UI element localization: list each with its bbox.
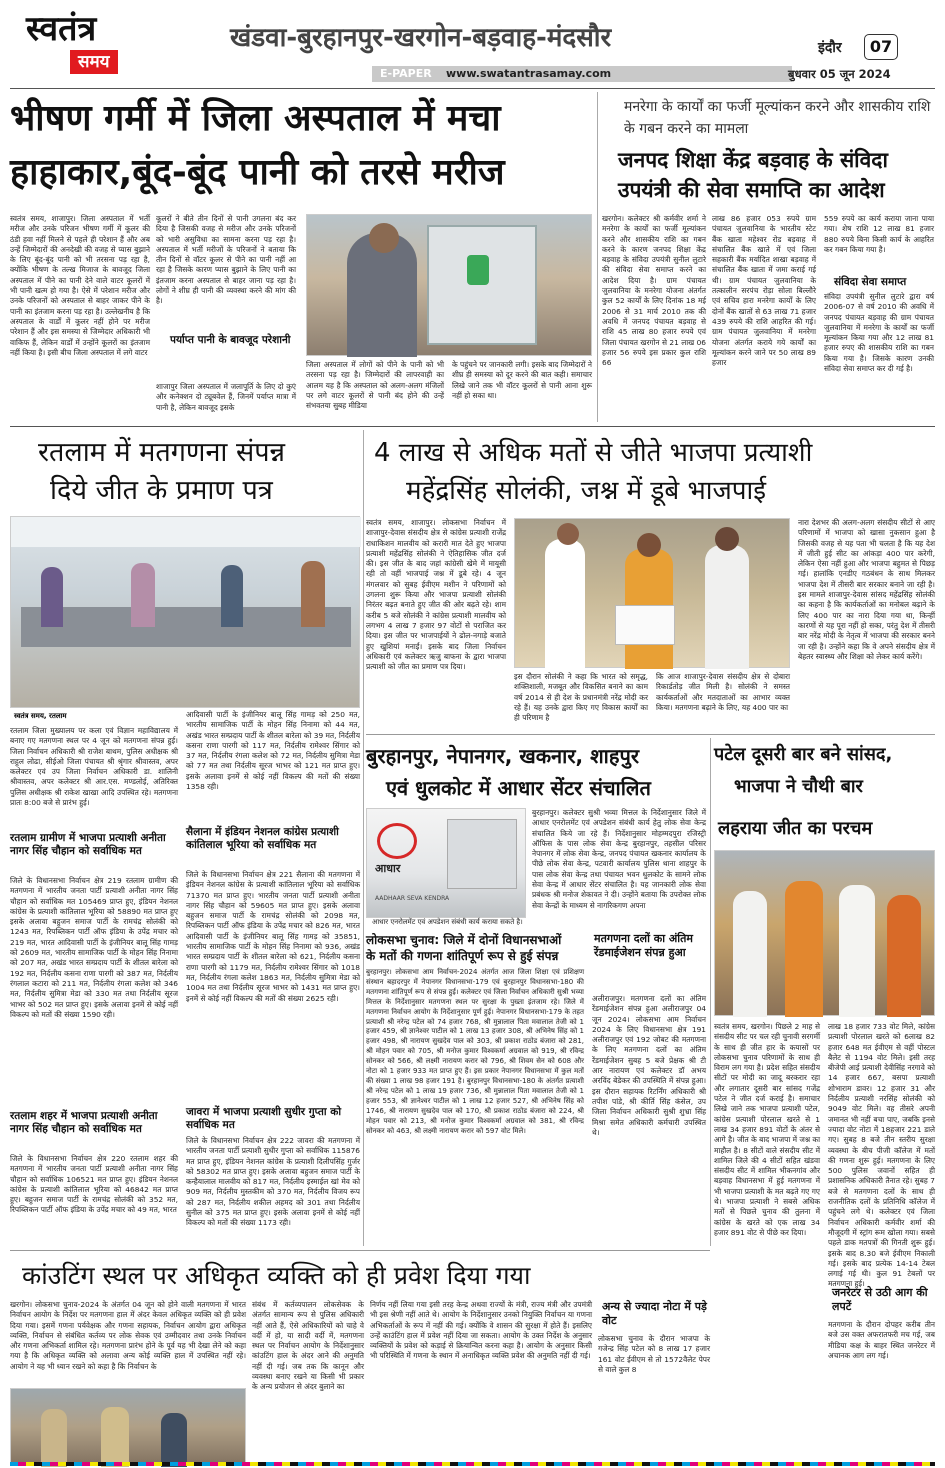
story-hospital-col2b: शाजापुर जिला अस्पताल में जलापूर्ति के लिए दो कुएं और कनेक्शन दो ट्यूबवेल हैं, जिनमें पर्याप्त मात्रा में पानी है, लेकिन बावजूद इसके [156,382,296,412]
registration-strip [10,1462,935,1466]
story-hospital-col1: स्वतंत्र समय, शाजापुर। जिला अस्पताल में भर्ती मरीज और उनके परिजन भीषण गर्मी में कूलर की ठंडी हवा नहीं मिलने से पहले ही परेशान हैं और अब उन्हें जिम्मेदारों की अनदेखी की वजह से प्यास बुझाने के लिए बूंद-बूंद पानी को भी तरसना पड़ रहा है, क्योंकि भीषण के तल्ख मिजाज के बावजूद जिला अस्पताल में पीने का पानी देने वाले वाटर कूलरों में भी पानी खत्म हो गया है। ऐसे में परेशान मरीज और उनके परिजनों को अस्पताल से बाहर जाकर पीने के पानी का इंतजाम करना पड़ रहा है। उल्लेखनीय है कि अस्पताल के वार्डों में कूलर नहीं होने पर मरीज परेशान हैं और इस समस्या से जिम्मेदार अधिकारी भी वाकिफ हैं, लेकिन वार्डों में उन्होंने कूलरों का इंतजाम नहीं किया है। इसी बीच जिला अस्पताल में लगे वाटर [10,214,150,357]
photo-caption-aadhaar-visible: आधार एनरोलमेंट एवं अपडेशन संबंधी कार्य कराया सकते है। [372,918,523,926]
aadhaar-board-text: AADHAAR SEVA KENDRA [375,895,450,902]
epaper-label: E-PAPER [380,67,432,80]
column-divider [363,430,364,1246]
headline-mgnrega-2: उपयंत्री की सेवा समाप्ति का आदेश [618,178,885,202]
story-solanki [366,430,935,730]
story-ratlam-col1b: जिले के विधानसभा निर्वाचन क्षेत्र 219 रतलाम ग्रामीण की मतगणना में भारतीय जनता पार्टी प्रत्याशी अनीता नागर सिंह चौहान को सर्वाधिक मत 105469 प्राप्त हुए, इंडियन नेशनल कांग्रेस के प्रत्याशी कांतिलाल भूरिया को 58890 मत प्राप्त हुए इसके अलावा बहुजन समाज पार्टी के रामचंद्र सोलंकी को 1243 मत, रिपब्लिकन पार्टी ऑफ इंडिया के उपेंद्र मचार को 219 मत, भारत आदिवासी पार्टी के इंजीनियर बालू सिंह गामड़ को 2609 मत, भारतीय सामाजिक पार्टी के मोहन सिंह निनामा को 207 मत, अखंड भारत सम्प्रदाय पार्टी के शीतल बारेला को 192 मत, निर्दलीय कसना राणा पारगी को 387 मत, निर्दलीय रंगलाल कटारा को 211 मत, निर्दलीय रंगला कलेश को 346 मत, निर्दलीय सुमित्रा मेडा को 330 मत तथा निर्दलीय सूरज भाभर को 502 मत प्राप्त हुए। इसके अलावा इनमें से कोई नहीं विकल्प को मतों की संख्या 1590 रही। [10,876,178,1019]
photo-caption-hospital: जिला अस्पताल में लोगों को पीने के पानी को भी तरसना पड़ रहा है। जिम्मेदारों की लापरवाही का आलम यह है कि अस्पताल को अलग-अलग मंजिलों पर लगे वाटर कूलरों से पानी बंद होने की उन्हें संभवतया सुबह मीडिया [306,360,444,411]
headline-burhanpur-2: के मतों की गणना शांतिपूर्ण रूप से हुई संपन्न [366,949,559,963]
logo-line2: समय [70,50,118,74]
story-ratlam-col1: रतलाम जिला मुख्यालय पर कला एवं विज्ञान महाविद्यालय में बनाए गए मतगणना स्थल पर 4 जून को मतगणना संपन्न हुई। जिला निर्वाचन अधिकारी श्री राजेश बाथम, पुलिस अधीक्षक श्री राहुल लोढा, सीईओ जिला पंचायत श्री श्रृंगार श्रीवास्तव, अपर कलेक्टर एवं उप जिला निर्वाचन अधिकारी डा. शालिनी श्रीवास्तव, अपर कलेक्टर श्री आर.एस. मण्डलोई, अतिरिक्त पुलिस अधीक्षक श्री राकेश खाखा आदि उपस्थित रहे। मतगणना प्रातः 8:00 बजे से प्रारंभ हुई। [10,726,178,808]
issue-date: बुधवार 05 जून 2024 [788,67,891,81]
subhead-sailana: सैलाना में इंडियन नेशनल कांग्रेस प्रत्याशी कांतिलाल भूरिया को सर्वाधिक मत [186,826,339,851]
story-mgnrega-col1: खरगोन। कलेक्टर श्री कर्मवीर शर्मा ने मनरेगा के कार्यों का फर्जी मूल्यांकन करने और शासकीय राशि का गबन करने के कारण जनपद शिक्षा केंद्र बड़वाह के संविदा उपयंत्री सुनील लुटारे की संविदा सेवा समाप्त करने का आदेश दिया है। ग्राम पंचायत जुलवानिया के मनरेगा योजना अंतर्गत कुल 52 कार्यों के लिए दिनांक 18 मई 2006 से 31 मार्च 2010 तक की अवधि में जनपद पंचायत बड़वाह से राशि 45 लाख 80 हजार रुपये एवं जिला पंचायत खरगोन से 21 लाख 06 हजार 56 रुपये इस प्रकार कुल राशि 66 [602,214,706,368]
photo-aadhaar-center [366,808,526,918]
story-counting-entry [10,1254,710,1466]
subhead-nota: अन्य से ज्यादा नोटा में पड़े वोट [602,1300,707,1327]
story-patel [714,738,935,1368]
story-counting-col2: संबंध में कर्तव्यपालन लोकसेवक के अंतर्गत सामान्य रूप से पुलिस अधिकारी नहीं आते हैं, ऐसे अधिकारियों को चाहे वे वर्दी में हो, या सादी वर्दी में, मतगणना स्थल पर निर्वाचन आयोग के निर्देशानुसार कांउटिंग हाल के अंदर आने की अनुमति नहीं दी गई। जब तक कि कानून और व्यवस्था बनाए रखने या किसी भी प्रकार के अन्य प्रयोजन से अंदर बुलाने का [252,1300,364,1392]
headline-aadhaar-2: एवं धुलकोट में आधार सेंटर संचालित [386,776,651,800]
story-hospital [10,92,592,422]
headline-hospital-2: हाहाकार,बूंद-बूंद पानी को तरसे मरीज [10,152,505,193]
aadhaar-logo-text: आधार [375,862,401,875]
photo-police-guard [10,1388,246,1466]
headline-ratlam-2: दिये जीत के प्रमाण पत्र [50,475,273,506]
subhead-ratlam-city: रतलाम शहर में भाजपा प्रत्याशी अनीता नागर सिंह चौहान को सर्वाधिक मत [10,1110,158,1135]
story-aadhaar-col: बुरहानपुर। कलेक्टर सुश्री भव्या मित्तल के निर्देशानुसार जिले में आधार एनरोलमेंट एवं अपडेशन संबंधी कार्य हेतु लोक सेवा केन्द्र संचालित किये जा रहे हैं। निर्देशानुसार मोहम्मदपुरा रजिस्ट्री ऑफिस के पास लोक सेवा केन्द्र बुरहानपुर, तहसील परिसर नेपानगर में लोक सेवा केन्द्र, जनपद पंचायत खकनार कार्यालय के पीछे लोक सेवा केन्द्र, पटवारी कार्यालय पुलिस थाना शाहपुर के पास लोक सेवा केन्द्र तथा पंचायत भवन धुलकोट के सामने लोक सेवा केन्द्र में आधार सेंटर संचालित है। यह जानकारी लोक सेवा प्रबंधक श्री मनोज शेकावत ने दी। उन्होंने बताया कि उपरोक्त लोक सेवा केन्द्रों के माध्यम से नागरिकगण अपना [532,808,706,910]
page-number: 07 [864,34,898,60]
headline-hospital-1: भीषण गर्मी में जिला अस्पताल में मचा [10,98,501,139]
story-aadhaar [366,738,706,918]
kicker-mgnrega: मनरेगा के कार्यों का फर्जी मूल्यांकन करने और शासकीय राशि के गबन करने का मामला [624,99,931,137]
headline-ratlam-1: रतलाम में मतगणना संपन्न [38,437,285,468]
story-ratlam-col2c: जिले के विधानसभा निर्वाचन क्षेत्र 222 जावरा की मतगणना में भारतीय जनता पार्टी प्रत्याशी सुधीर गुप्ता को सर्वाधिक 115876 मत प्राप्त हुए, इंडियन नेशनल कांग्रेस के प्रत्याशी दिलीपसिंह गुर्जर को 58302 मत प्राप्त हुए। इसके अलावा बहुजन समाज पार्टी के कन्हैयालाल मालवीय को 817 मत, निर्दलीय इस्माईल खां मेव को 909 मत, निर्दलीय मुस्तकीम को 370 मत, निर्दलीय विजय रूप को 287 मत, निर्दलीय शकील अहमद को 301 तथा निर्दलीय सुनील को 375 मत प्राप्त हुए। इसके अलावा इनमें से कोई नहीं विकल्प को मतों की संख्या 1173 रही। [186,1136,360,1228]
photo-byline-ratlam: स्वतंत्र समय, रतलाम [14,712,67,720]
column-divider [597,92,598,422]
story-patel-col2b: मतगणना के दौरान दोपहर करीब तीन बजे उस वक्त अफरातफरी मच गई, जब मीडिया कक्ष के बाहर स्थित जनरेटर में अचानक आग लग गई। [828,1320,935,1360]
photo-counting-hall [10,516,360,708]
story-ratlam-col2b: जिले के विधानसभा निर्वाचन क्षेत्र 221 सैलाना की मतगणना में इंडियन नेशनल कांग्रेस के प्रत्याशी कांतिलाल भूरिया को सर्वाधिक 71370 मत प्राप्त हुए। भारतीय जनता पार्टी प्रत्याशी अनीता नागर सिंह चौहान को 59605 मत प्राप्त हुए। इसके अलावा बहुजन समाज पार्टी के रामचंद्र सोलंकी को 2098 मत, रिपब्लिकन पार्टी ऑफ इंडिया के उपेंद्र मचार को 826 मत, भारत आदिवासी पार्टी के इंजीनियर बालू सिंह गामड़ को 35851, भारतीय सामाजिक पार्टी के मोहन सिंह निनामा को 936, अखंड भारत सम्प्रदाय पार्टी के शीतल बारेला को 621, निर्दलीय कसना राणा पारगी को 1179 मत, निर्दलीय रामेश्वर सिंगार को 1018 मत, निर्दलीय रंगला कलेश 1863 मत, निर्दलीय सुमित्रा मेडा को 1004 मत तथा निर्दलीय सूरज भाभर को 1431 मत प्राप्त हुए। इनमें से कोई नहीं विकल्प की मतों की संख्या 2625 रही। [186,870,360,1003]
section-divider [10,426,935,427]
headline-mgnrega-1: जनपद शिक्षा केंद्र बड़वाह के संविदा [618,148,888,172]
subhead-mgnrega: संविदा सेवा समाप्त [834,276,907,288]
story-ratlam-col1c: जिले के विधानसभा निर्वाचन क्षेत्र 220 रतलाम शहर की मतगणना में भारतीय जनता पार्टी प्रत्याशी अनीता नागर सिंह चौहान को सर्वाधिक 106521 मत प्राप्त हुए। इंडियन नेशनल कांग्रेस के प्रत्याशी कांतिलाल भूरिया को 46842 मत प्राप्त हुए। बहुजन समाज पार्टी के रामचंद्र सोलंकी को 352 मत, रिपब्लिकन पार्टी ऑफ इंडिया के उपेंद्र मचार को 49 मत, भारत [10,1154,178,1215]
story-randomization [592,932,706,1246]
story-counting-col3: निर्णय नहीं लिया गया इसी तरह केन्द्र अथवा राज्यों के मंत्री, राज्य मंत्री और उपमंत्री भी इस श्रेणी नहीं आते थे। आयोग के निर्देशानुसार उनको नियुक्ति निर्वाचन या गणना अभिकर्ताओं के रूप में नहीं की गई। क्योंकि वे शासन की सुरक्षा में होते हैं। इसलिए उन्हें काउंटिंग हाल में प्रवेश नहीं दिया जा सकता। आयोग के उक्त निर्देश के अनुसार व्यक्तियों के प्रवेश को कड़ाई से क्रियान्वित करना कहा है। आयोग के अनुसार किसी भी परिस्थिति में गणना के स्थान में अनाधिकृत व्यक्ति प्रवेश की अनुमति नहीं दी गई। [370,1300,592,1361]
subhead-generator-fire: जनरेटर से उठी आग की लपटें [832,1286,928,1313]
aadhaar-logo-icon [377,823,417,859]
story-counting-col1: खरगोन। लोकसभा चुनाव-2024 के अंतर्गत 04 जून को होने वाली मतगणना में भारत निर्वाचन आयोग के निर्देश पर मतगणना हाल में अंदर केवल अधिकृत व्यक्ति को ही प्रवेश दिया गया। इसमें गणना पर्यवेक्षक और गणना सहायक, निर्वाचन आयोग द्वारा अधिकृत व्यक्ति, निर्वाचन से संबंधित कर्तव्य पर लोक सेवक एवं उम्मीदवार तथा उनके निर्वाचन और गणना अभिकर्ता शामिल रहे। मतगणना प्रारंभ होने के पूर्व यह भी देखा लेने को कहा गया है कि अधिकृत व्यक्ति को अलावा अन्य कोई व्यक्ति हाल में उपस्थित नहीं रहे। आयोग ने यह भी ध्यान रखने को कहा है कि निर्वाचन के [10,1300,246,1371]
logo [26,10,131,80]
story-solanki-col1: स्वतंत्र समय, शाजापुर। लोकसभा निर्वाचन में शाजापुर-देवास संसदीय क्षेत्र से कांग्रेस प्रत्याशी राजेंद्र राधाकिशन मालवीय को करारी मात देते हुए भाजपा प्रत्याशी महेंद्रसिंह सोलंकी ने ऐतिहासिक जीत दर्ज की। इस जीत के बाद जहां कांग्रेसी खेमे में मायूसी रही तो वहीं भाजपाई जश्न में डूबे रहे। 4 जून मंगलवार को सुबह ईवीएम मशीन ने परिणामों को उगलना शुरू किया और भाजपा प्रत्याशी सोलंकी निरंतर बढ़त बनाते हुए जीत की ओर बढ़ते रहे। शाम करीब 5 बजे सोलंकी ने कांग्रेस प्रत्याशी मालवीय को लगभग 4 लाख 7 हजार 97 वोटों से पराजित कर दिया। इस जीत पर भाजपाईयों ने ढोल-नगाड़े बजाते हुए खुशियां मनाईं। इसके बाद जिला निर्वाचन अधिकारी एवं कलेक्टर ऋजु बाफना के द्वारा भाजपा प्रत्याशी को जीत का प्रमाण पत्र दिया। [366,518,506,672]
story-hospital-col2: कूलरों ने बीते तीन दिनों से पानी उगलना बंद कर दिया है जिसकी वजह से मरीज और उनके परिजनों को भारी असुविधा का सामना करना पड़ रहा है। अस्पताल में भर्ती मरीजों के परिजनों ने बताया कि तीन दिनों से वॉटर कूलर से पीने का पानी नहीं आ रहा है जिसके कारण प्यास बुझाने के लिए पानी का इंतजाम करना अस्पताल से बाहर जाना पड़ रहा है। लोगों ने शीघ्र ही पानी की व्यवस्था करने की मांग की है। [156,214,296,306]
edition-title: खंडवा-बुरहानपुर-खरगोन-बड़वाह-मंदसौर [230,23,612,53]
section-divider [366,734,935,735]
story-solanki-col4: नारा देशभर की अलग-अलग संसदीय सीटों से आए परिणामों में भाजपा को खासा नुकसान हुआ है जिसकी वजह से यह पता भी चलता है कि यह देश में जीती हुई सीट का आंकड़ा 400 पार करेगी, लेकिन ऐसा नहीं हुआ और भाजपा बहुमत से पिछड़ गई। हालांकि एनडीए गठबंधन के साथ मिलकर भाजपा देश में तीसरी बार सरकार बनाने जा रही है। इस मामले शाजापुर-देवास सांसद महेंद्रसिंह सोलंकी का कहना है कि कार्यकर्ताओं का मनोबल बढ़ाने के लिए 400 पार का नारा दिया गया था, किन्हीं कारणों से यह पूरा नहीं हो सका, परंतु देश में तीसरी बार नरेंद्र मोदी के नेतृत्व में भाजपा की सरकार बनने जा रही है। उन्होंने कहा कि वे अपने संसदीय क्षेत्र में बेहतर स्वास्थ्य और शिक्षा को लेकर कार्य करेंगे। [798,518,935,661]
logo-line1: स्वतंत्र [26,9,97,49]
story-ratlam [10,430,360,1246]
story-solanki-col3: कि आज शाजापुर-देवास संसदीय क्षेत्र से दोबारा रिकार्डतोड़ जीत मिली है। सोलंकी ने समस्त कार्यकर्ताओं और मतदाताओं का आभार व्यक्त किया। मतगणना बढ़ाने के लिए, यह 400 पार का [656,672,790,712]
photo-solanki-certificate [514,518,790,668]
headline-patel-3: लहराया जीत का परचम [718,818,873,839]
story-mgnrega [602,92,935,422]
story-ratlam-col2: आदिवासी पार्टी के इंजीनियर बालू सिंह गामड़ को 250 मत, भारतीय सामाजिक पार्टी के मोहन सिंह निनामा को 44 मत, अखंड भारत सम्प्रदाय पार्टी के शीतल बारेला को 39 मत, निर्दलीय कसना राणा पारगी को 117 मत, निर्दलीय रामेश्वर सिंगार को 37 मत, निर्दलीय रंगला कलेश को 72 मत, निर्दलीय सुमित्रा मेडा को 77 मत तथा निर्दलीय सूरज भाभर को 121 मत प्राप्त हुए। इसके अलावा इनमें से कोई नहीं विकल्प की मतों की संख्या 1358 रही। [186,710,360,792]
headline-patel-2: भाजपा ने चौथी बार [734,776,863,797]
story-mgnrega-col3b: संविदा उपयंत्री सुनील लुटारे द्वारा वर्ष 2006-07 से वर्ष 2010 की अवधि में जनपद पंचायत बड़वाह की ग्राम पंचायत जुलवानिया में मनरेगा के कार्यों का फर्जी मूल्यांकन किया गया और 12 लाख 81 हजार रुपए की शासकीय राशि का गबन किया गया है। जिसके कारण उनकी संविदा सेवा समाप्त कर दी गई है। [824,292,934,374]
story-randomization-col: अलीराजपुर। मतगणना दलों का अंतिम रेंडमाईजेशन संपन्न हुआ अलीराजपुर 04 जून 2024। लोकसभा आम निर्वाचन 2024 के लिए विधानसभा क्षेत्र 191 अलीराजपुर एवं 192 जोबट की मतगणना के लिए मतगणना दलों का अंतिम रेंडमाईजेशन सुबह 5 बजे प्रेक्षक श्री टी आर नारायण एवं कलेक्टर डॉ अभय अरविंद बेडेकर की उपस्थिति में संपन्न हुआ। इस दौरान सहायक रिटर्निंग अधिकारी श्री तपीश पांडे, श्री कीर्ति सिंह कंसेल, उप जिला निर्वाचन अधिकारी सुश्री शुभ्रा सिंह मिश्रा समेत अधिकारी कर्मचारी उपस्थित थे। [592,994,706,1137]
story-mgnrega-col2: लाख 86 हजार 053 रुपये ग्राम पंचायत जुलवानिया के भारतीय स्टेट बैंक खाता महेश्वर रोड बड़वाह में संचालित बैंक खाते में एवं जिला सहकारी बैंक मर्यादित शाखा बड़वाह में संचालित बैंक खाता में जमा कराई गई थी। ग्राम पंचायत जुलवानिया के तत्कालीन सरपंच रोड़ा सोला बिल्लौरे एवं सचिव हारा मनरेगा कार्यों के लिए दोनों बैंक खातों से 63 लाख 71 हजार 439 रुपये की राशि आहरित की गई। ग्राम पंचायत जुलवानिया में मनरेगा योजना अंतर्गत कराये गये कार्यों का मूल्यांकन करने जाने पर 50 लाख 89 हजार [712,214,816,368]
section-divider [10,1250,710,1251]
subhead-jaora: जावरा में भाजपा प्रत्याशी सुधीर गुप्ता को सर्वाधिक मत [186,1106,342,1131]
masthead-divider [10,88,935,89]
headline-burhanpur-1: लोकसभा चुनाव: जिले में दोनों विधानसभाओं [366,933,562,947]
story-patel-col1: स्वतंत्र समय, खरगोन। पिछले 2 माह से संसदीय सीट पर चल रही चुनावी सरगर्मी के साथ ही जीत हार के कयासों पर लोकसभा चुनाव परिणामों के साथ ही विराम लग गया है। प्रदेश सहित संसदीय सीटों पर मोदी का जादू बरकरार रहा और लगातार दूसरी बार सांसद गजेंद्र पटेल ने जीत दर्ज कराई है। समाचार लिखे जाने तक भाजपा प्रत्याशी पटेल, कांग्रेस प्रत्याशी पोरलाल खरते से 1 लाख 34 हजार 891 वोटों के अंतर से आगे है। जीत के बाद भाजपा में जश्न का माहौल है। 8 सीटों वाले संसदीय सीट में शामिल जिले की 4 सीटों सहित खंडवा संसदीय सीट में शामिल भीकनगांव और बड़वाह विधानसभा में हुई मतगणना में भी भाजपा प्रत्याशी के मत बढ़ते गए गए थे। भाजपा प्रत्याशी ने सबसे अधिक मतों से पिछले चुनाव की तुलना में कांग्रेस के खरते को एक लाख 34 हजार 891 वोट से पीछे कर दिया। [714,1022,821,1237]
photo-water-cooler [306,214,592,356]
story-hospital-col4: के पहुंचने पर जानकारी लगी। इसके बाद जिम्मेदारों ने शीघ्र ही समस्या को दूर करने की बात कही। समाचार लिखे जाने तक भी वॉटर कूलरों से पानी आना शुरू नहीं हो सका था। [452,360,592,400]
city-label: इंदौर [818,40,842,56]
story-mgnrega-col3: 559 रुपये का कार्य कराया जाना पाया गया। शेष राशि 12 लाख 81 हजार 880 रुपये बिना किसी कार्य के आहरित कर गबन किया गया है। [824,214,934,254]
story-counting-col4: लोकसभा चुनाव के दौरान भाजपा के गजेन्द्र सिंह पटेल को 8 लाख 17 हजार 161 वोट ईवीएम से तो 1572वैलेट पेपर से वाले कुल 8 [598,1334,710,1374]
photo-patel-celebration [714,850,935,1016]
story-burhanpur-col: बुरहानपुर। लोकसभा आम निर्वाचन-2024 अंतर्गत आज जिला शिक्षा एवं प्रशिक्षण संस्थान बहादरपुर में नेपानगर विधानसभा-179 एवं बुरहानपुर विधानसभा-180 की मतगणना शांतिपूर्ण रूप से संपन्न हुई। कलेक्टर एवं जिला निर्वाचन अधिकारी सुश्री भव्या मित्तल के निर्देशानुसार मतगणना स्थल पर सुरक्षा के पुख्ता इंतजाम रहे। जिले में मतगणना निर्वाचन आयोग के निर्देशानुसार पूर्ण हुई। नेपानगर विधानसभा-179 के तहत प्रत्याशी श्री नरेन्द्र पटेल को 74 हजार 768, श्री मुन्नालाल पिता मवालाल तेजी को 1 हजार 459, श्री ज्ञानेश्वर पाटील को 1 लाख 13 हजार 308, श्री अभिनेष सिंह को 1 हजार 498, श्री नारायण सुखदेव पाल को 303, श्री प्रकाश राठोड बंजारा को 281, श्री मोहन पवार को 705, श्री मनोज कुमार विश्वकर्मा अग्रवाल को 919, श्री रविन्द्र सोनकर को 566, श्री लक्ष्मी नारायण करार को 796, श्री शिवम सेन को 608 और नोटा को 1 हजार 933 मत प्राप्त हुए हैं। इस प्रकार नेपानगर विधानसभा में कुल मतों की संख्या 1 लाख 98 हजार 191 है। बुरहानपुर विधानसभा-180 के अंतर्गत प्रत्याशी श्री नरेन्द्र पटेल को 1 लाख 19 हजार 736, श्री मुन्नालाल पिता मवालाल तेजी को 1 हजार 553, श्री ज्ञानेश्वर पाटील को 1 लाख 12 हजार 527, श्री अभिनेष सिंह को 1746, श्री नारायण सुखदेव पाल को 170, श्री प्रकाश राठोड बंजारा को 224, श्री मोहन पवार को 213, श्री मनोज कुमार विश्वकर्मा अग्रवाल को 381, श्री रविन्द्र सोनकर को 463, श्री लक्ष्मी नारायण करार को 597 वोट मिले। [366,968,584,1135]
subhead-ratlam-rural: रतलाम ग्रामीण में भाजपा प्रत्याशी अनीता नागर सिंह चौहान को सर्वाधिक मत [10,832,166,857]
headline-solanki-2: महेंद्रसिंह सोलंकी, जश्न में डूबे भाजपाई [406,476,767,506]
subhead-hospital: पर्याप्त पानी के बावजूद परेशानी [170,334,291,346]
headline-counting-entry: कांउटिंग स्थल पर अधिकृत व्यक्ति को ही प्रवेश दिया गया [22,1261,531,1290]
website-link[interactable]: www.swatantrasamay.com [446,67,612,80]
masthead [0,0,945,86]
headline-aadhaar-1: बुरहानपुर, नेपानगर, खकनार, शाहपुर [366,744,640,768]
story-patel-col2: लाख 18 हजार 733 वोट मिले, कांग्रेस प्रत्याशी पोरलाल खरते को 6लाख 82 हजार 648 मत ईवीएम से वहीं पोस्टल बैलेट से 1194 वोट मिले। इसी तरह बीजेपी आई प्रत्याशी देवीसिंह नरगावे को 14 हजार 667, बसपा प्रत्याशी शोभाराम डावर। 12 हजार 31 और निर्दलीय प्रत्याशी नरसिंह सोलंकी को 9049 वोट मिले। वह तीसरे अपनी जमानत भी नहीं बचा पाए, जबकि इनसे ज्यादा वोट नोटा में 18हजार 221 डाले गए। सुबह 8 बजे तीन स्तरीय सुरक्षा व्यवस्था के बीच पीजी कॉलेज में मतों की गणना शुरू हुई। मतगणना के लिए 500 पुलिस जवानों सहित ही प्रशासनिक अधिकारी तैनात रहे। सुबह 7 बजे से मतगणना दलों के साथ ही राजनीतिक दलों के प्रतिनिधि कॉलेज में पहुंचने लगे थे। कलेक्टर एवं जिला निर्वाचन अधिकारी कर्मवीर शर्मा की मौजूदगी में स्ट्रांग रूम खोला गया। सबसे पहले डाक मतपत्रों की गिनती शुरू हुई। इसके बाद 8.30 बजे ईवीएम निकाली गई। इसके बाद प्रत्येक 14-14 टेबल लगाई गई थी। कुल 91 टेबलों पर मतगणना हुई। [828,1022,935,1289]
headline-randomization: मतगणना दलों का अंतिम रेंडमाईजेशन संपन्न हुआ [594,932,693,959]
headline-patel-1: पटेल दूसरी बार बने सांसद, [714,744,893,765]
story-burhanpur-counting [366,932,584,1246]
headline-solanki-1: 4 लाख से अधिक मतों से जीते भाजपा प्रत्याशी [374,438,813,468]
column-divider [710,738,711,1246]
story-solanki-col2: इस दौरान सोलंकी ने कहा कि भारत को समृद्ध, शक्तिशाली, मजबूत और विकसित बनाने का काम वर्ष 2014 से ही देश के प्रधानमंत्री नरेंद्र मोदी कर रहे हैं। यह उनके द्वारा किए गए विकास कार्यों का ही परिणाम है [514,672,648,723]
